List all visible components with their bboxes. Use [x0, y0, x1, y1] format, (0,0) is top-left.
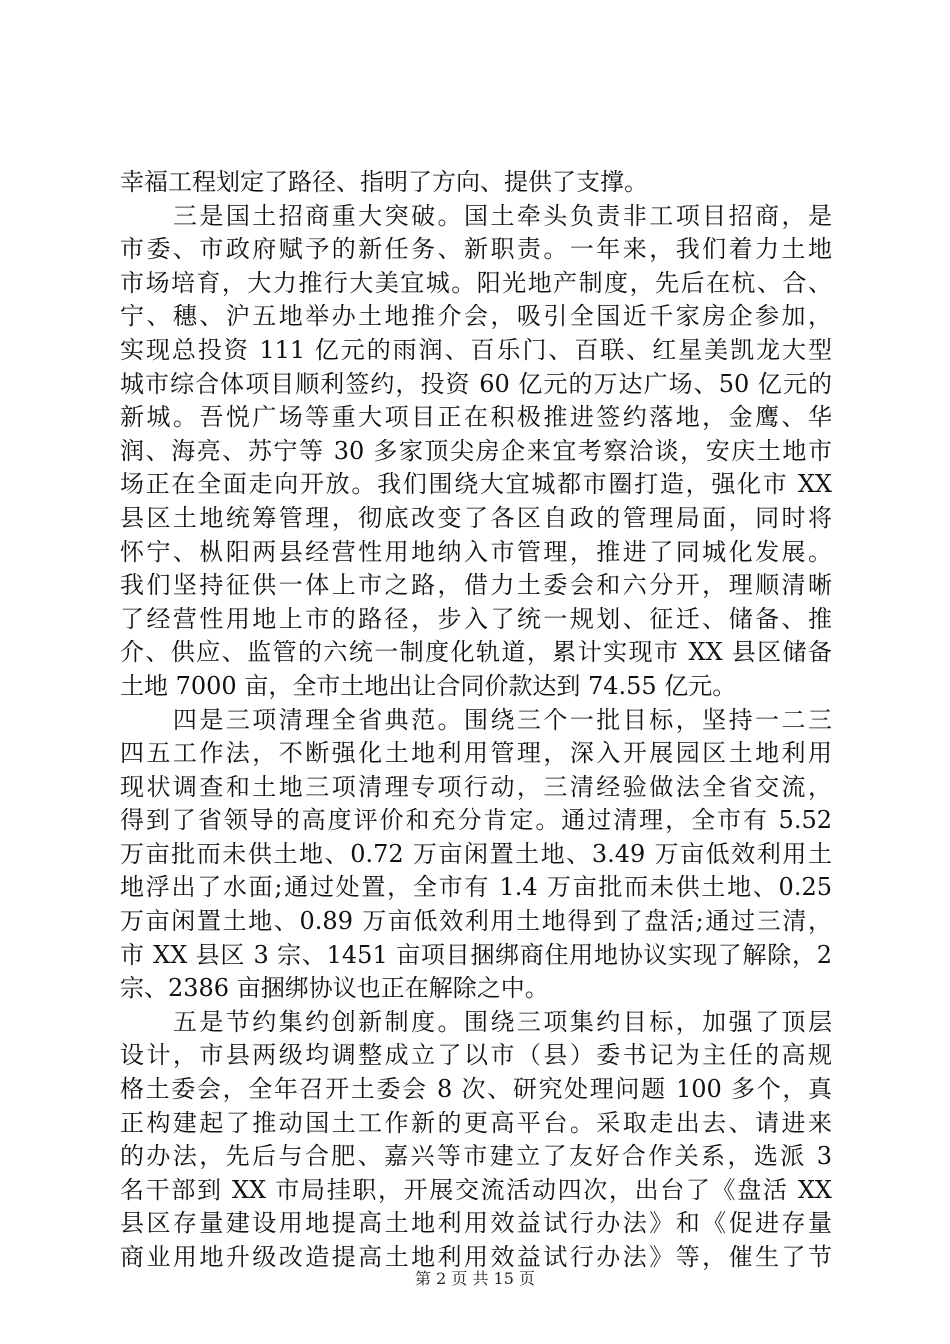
text-line: 四是三项清理全省典范。围绕三个一批目标，坚持一二三: [120, 705, 832, 734]
text-line: 名干部到 XX 市局挂职，开展交流活动四次，出台了《盘活 XX: [120, 1175, 832, 1204]
text-line: 宁、穗、沪五地举办土地推介会，吸引全国近千家房企参加，: [120, 302, 832, 331]
text-line: 怀宁、枞阳两县经营性用地纳入市管理，推进了同城化发展。: [120, 537, 832, 566]
text-line: 实现总投资 111 亿元的雨润、百乐门、百联、红星美凯龙大型: [120, 335, 832, 364]
text-line: 五是节约集约创新制度。围绕三项集约目标，加强了顶层: [120, 1007, 832, 1036]
document-body: [120, 166, 832, 1275]
text-line: 商业用地升级改造提高土地利用效益试行办法》等，催生了节: [120, 1243, 832, 1271]
text-line: 得到了省领导的高度评价和充分肯定。通过清理，全市有 5.52: [120, 806, 832, 835]
text-line: 了经营性用地上市的路径，步入了统一规划、征迁、储备、推: [120, 604, 832, 633]
text-line: 四五工作法，不断强化土地利用管理，深入开展园区土地利用: [120, 739, 832, 768]
text-line: 润、海亮、苏宁等 30 多家顶尖房企来宜考察洽谈，安庆土地市: [120, 436, 832, 465]
text-line: 市 XX 县区 3 宗、1451 亩项目捆绑商住用地协议实现了解除，2: [120, 940, 832, 969]
text-line: 市委、市政府赋予的新任务、新职责。一年来，我们着力土地: [120, 235, 832, 264]
text-line: 现状调查和土地三项清理专项行动，三清经验做法全省交流，: [120, 772, 832, 801]
text-line: 介、供应、监管的六统一制度化轨道，累计实现市 XX 县区储备: [120, 638, 832, 667]
page-footer: 第 2 页 共 15 页: [415, 1269, 535, 1288]
text-line: 地浮出了水面;通过处置，全市有 1.4 万亩批而未供土地、0.25: [120, 873, 832, 902]
text-line: 宗、2386 亩捆绑协议也正在解除之中。: [120, 974, 549, 1003]
text-line: 的办法，先后与合肥、嘉兴等市建立了友好合作关系，选派 3: [120, 1142, 832, 1171]
text-line: 市场培育，大力推行大美宜城。阳光地产制度，先后在杭、合、: [120, 268, 832, 297]
text-line: 城市综合体项目顺利签约，投资 60 亿元的万达广场、50 亿元的: [120, 369, 832, 398]
text-line: 新城。吾悦广场等重大项目正在积极推进签约落地，金鹰、华: [120, 403, 832, 432]
text-line: 设计，市县两级均调整成立了以市（县）委书记为主任的高规: [120, 1041, 832, 1070]
text-line: 三是国土招商重大突破。国土牵头负责非工项目招商，是: [120, 201, 832, 230]
text-line: 我们坚持征供一体上市之路，借力土委会和六分开，理顺清晰: [120, 571, 832, 600]
text-line: 场正在全面走向开放。我们围绕大宜城都市圈打造，强化市 XX: [120, 470, 832, 499]
text-line: 幸福工程划定了路径、指明了方向、提供了支撑。: [120, 168, 648, 196]
text-line: 土地 7000 亩，全市土地出让合同价款达到 74.55 亿元。: [120, 671, 737, 700]
text-line: 万亩闲置土地、0.89 万亩低效利用土地得到了盘活;通过三清，: [120, 907, 832, 936]
text-line: 县区土地统筹管理，彻底改变了各区自政的管理局面，同时将: [120, 503, 832, 532]
text-line: 正构建起了推动国土工作新的更高平台。采取走出去、请进来: [120, 1108, 832, 1137]
text-line: 万亩批而未供土地、0.72 万亩闲置土地、3.49 万亩低效利用土: [120, 839, 832, 868]
text-line: 县区存量建设用地提高土地利用效益试行办法》和《促进存量: [120, 1209, 832, 1238]
text-line: 格土委会，全年召开土委会 8 次、研究处理问题 100 多个，真: [120, 1075, 832, 1104]
